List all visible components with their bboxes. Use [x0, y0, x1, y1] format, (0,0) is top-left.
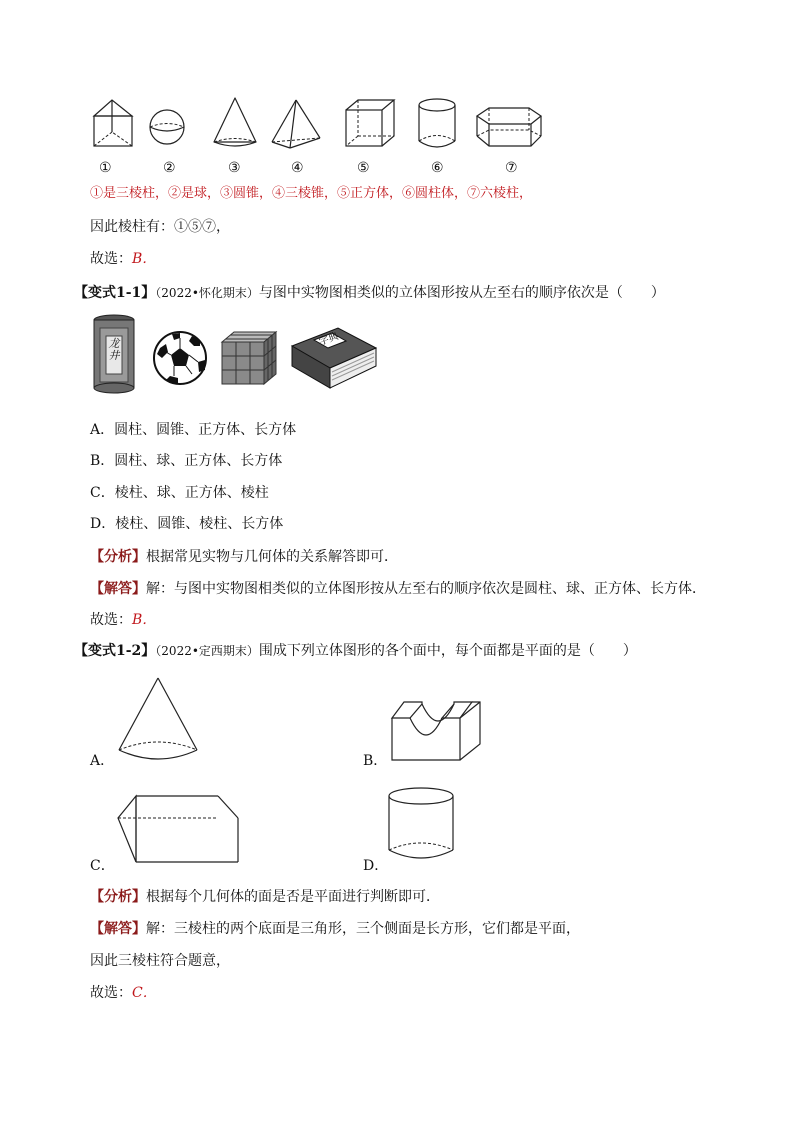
analysis-tag: 【分析】	[90, 549, 146, 565]
answer-value: C．	[132, 985, 157, 1001]
solution-1-1	[90, 580, 706, 598]
option-d[interactable]: D．棱柱、圆锥、棱柱、长方体	[90, 516, 284, 532]
figure-label-3: ③	[228, 160, 241, 176]
option-a-cone-figure	[116, 676, 200, 768]
analysis-text: 根据每个几何体的面是否是平面进行判断即可．	[146, 889, 440, 905]
hexagonal-prism-figure	[475, 106, 547, 152]
analysis-1-1	[90, 548, 398, 566]
option-c[interactable]: C．棱柱、球、正方体、棱柱	[90, 485, 269, 501]
shapes-result-text: 因此棱柱有：①⑤⑦，	[90, 219, 230, 235]
question-source: （2022•定西期末）	[155, 644, 259, 658]
answer-prefix: 故选：	[90, 251, 132, 267]
option-b[interactable]: B．圆柱、球、正方体、长方体	[90, 453, 283, 469]
cone-figure	[210, 96, 262, 152]
shapes-explanation: ①是三棱柱，②是球，③圆锥，④三棱锥，⑤正方体，⑥圆柱体，⑦六棱柱，	[90, 186, 533, 201]
answer-value: B．	[132, 251, 157, 267]
shapes-answer	[90, 250, 156, 268]
question-tag: 【变式1-2】	[74, 643, 156, 659]
soccer-ball-image	[152, 330, 210, 388]
analysis-tag: 【分析】	[90, 889, 146, 905]
solution-text: 解：三棱柱的两个底面是三角形，三个侧面是长方形，它们都是平面，	[146, 921, 580, 937]
rubiks-cube-image	[220, 330, 278, 386]
solution-tag: 【解答】	[90, 921, 146, 937]
option-c-triangular-prism-figure	[116, 794, 242, 866]
figure-label-4: ④	[291, 160, 304, 176]
cube-figure	[344, 98, 396, 150]
option-a-label[interactable]: A．	[90, 753, 115, 769]
result-1-2: 因此三棱柱符合题意，	[90, 953, 230, 969]
triangular-prism-figure	[90, 98, 140, 150]
answer-value: B．	[132, 612, 157, 628]
answer-prefix: 故选：	[90, 985, 132, 1001]
option-d-label[interactable]: D．	[363, 858, 389, 874]
question-1-2-stem	[74, 642, 637, 660]
question-text: 与图中实物图相类似的立体图形按从左至右的顺序依次是（ ）	[258, 285, 665, 301]
option-c-label[interactable]: C．	[90, 858, 115, 874]
option-b-block-figure	[386, 700, 486, 764]
figure-label-2: ②	[163, 160, 176, 176]
answer-prefix: 故选：	[90, 612, 132, 628]
question-tag: 【变式1-1】	[74, 285, 156, 301]
answer-1-1	[90, 611, 156, 629]
option-a[interactable]: A．圆柱、圆锥、正方体、长方体	[90, 422, 297, 438]
cylinder-figure	[416, 97, 460, 153]
figure-label-5: ⑤	[357, 160, 370, 176]
solution-tag: 【解答】	[90, 581, 146, 597]
question-1-1-stem	[74, 284, 665, 302]
option-b-label[interactable]: B．	[363, 753, 388, 769]
shapes-result	[90, 218, 230, 236]
figure-label-7: ⑦	[505, 160, 518, 176]
figure-label-1: ①	[99, 160, 112, 176]
dictionary-book-label: 字典	[317, 330, 341, 349]
solution-text: 解：与图中实物图相类似的立体图形按从左至右的顺序依次是圆柱、球、正方体、长方体．	[146, 581, 706, 597]
figure-label-6: ⑥	[431, 160, 444, 176]
tea-can-label: 龙井	[108, 337, 120, 362]
triangular-pyramid-figure	[268, 98, 324, 152]
question-source: （2022•怀化期末）	[155, 286, 259, 300]
option-d-cylinder-figure	[386, 786, 458, 866]
question-text: 围成下列立体图形的各个面中，每个面都是平面的是（ ）	[258, 643, 637, 659]
analysis-text: 根据常见实物与几何体的关系解答即可．	[146, 549, 398, 565]
solution-1-2	[90, 920, 580, 938]
sphere-figure	[148, 108, 188, 148]
analysis-1-2	[90, 888, 440, 906]
answer-1-2	[90, 984, 157, 1002]
